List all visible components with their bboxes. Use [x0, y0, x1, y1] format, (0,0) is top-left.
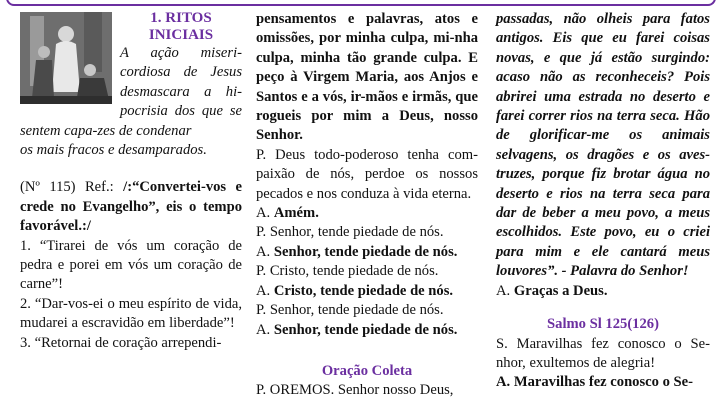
- confession-text: pensamentos e palavras, atos e omissões, por minha culpa, mi-nha culpa, minha tão grande culpa. E peço à Virgem Maria, aos Anjos e Santos e a vós, ir-mãos e irmãs, que rogueis por mim a Deus, nosso Senhor.: [256, 11, 478, 144]
- kyrie-list: [256, 223, 478, 339]
- kyrie-line: A. Senhor, tende piedade de nós.: [256, 243, 458, 260]
- list-item: 2. “Dar-vos-ei o meu espírito de vida, mudarei a escravidão em liberdade”!: [20, 295, 242, 332]
- kyrie-line: P. Senhor, tende piedade de nós.: [256, 302, 444, 319]
- section-title-ritos-iniciais: 1. RITOS INICIAIS: [148, 10, 214, 43]
- collect-prayer-start: P. OREMOS. Senhor nosso Deus,: [256, 382, 454, 399]
- column-3: [496, 10, 710, 393]
- column-2: [256, 10, 478, 401]
- kyrie-line: A. Senhor, tende piedade de nós.: [256, 321, 458, 338]
- list-item: 1. “Tirarei de vós um coração de pedra e porei em vós um coração de carne”!: [20, 237, 242, 293]
- column-1: [20, 10, 242, 353]
- kyrie-line: P. Cristo, tende piedade de nós.: [256, 263, 439, 280]
- reading-text: passadas, não olheis para fatos antigos. Eis que eu farei coisas novas, e que já estão surgindo: acaso não as reconheceis? Pois abrirei uma estrada no deserto e farei correr rios na terra seca. Hão de glorificar-me os animais selvagens, os dragões e os aves-truzes, porque fiz brotar água no deserto e rios na terra seca para dar de beber a meu povo, a meus escolhidos. Este povo, eu o criei para mim e ele cantará meus louvores”. - Palavra do Senhor!: [496, 11, 710, 280]
- amen-response: A. Amém.: [256, 205, 319, 222]
- song-verses: [20, 237, 242, 353]
- psalm-verse: S. Maravilhas fez conosco o Se-nhor, exultemos de alegria!: [496, 335, 710, 371]
- jesus-illustration: [20, 12, 112, 104]
- kyrie-line: P. Senhor, tende piedade de nós.: [256, 224, 444, 241]
- intro-text: A ação miseri-cordiosa de Jesus desmascara a hi-pocrisia dos que se sentem capa-zes de condenar: [20, 45, 242, 139]
- reading-response: A. Graças a Deus.: [496, 282, 608, 299]
- section-title-salmo: Salmo Sl 125(126): [547, 316, 659, 333]
- kyrie-line: A. Cristo, tende piedade de nós.: [256, 282, 454, 299]
- section-title-oracao-coleta: Oração Coleta: [321, 362, 413, 379]
- psalm-response: A. Maravilhas fez conosco o Se-: [496, 374, 693, 391]
- list-item: 3. “Retornai de coração arrependi-: [20, 334, 222, 351]
- intro-text-tail: os mais fracos e desamparados.: [20, 142, 207, 159]
- absolution-text: P. Deus todo-poderoso tenha com-paixão de nós, perdoe os nossos pecados e nos conduza à vida eterna.: [256, 146, 478, 202]
- top-frame-border: [6, 0, 716, 6]
- song-refrain: (Nº 115) Ref.: /:“Convertei-vos e crede no Evangelho”, eis o tempo favorável.:/: [20, 179, 242, 235]
